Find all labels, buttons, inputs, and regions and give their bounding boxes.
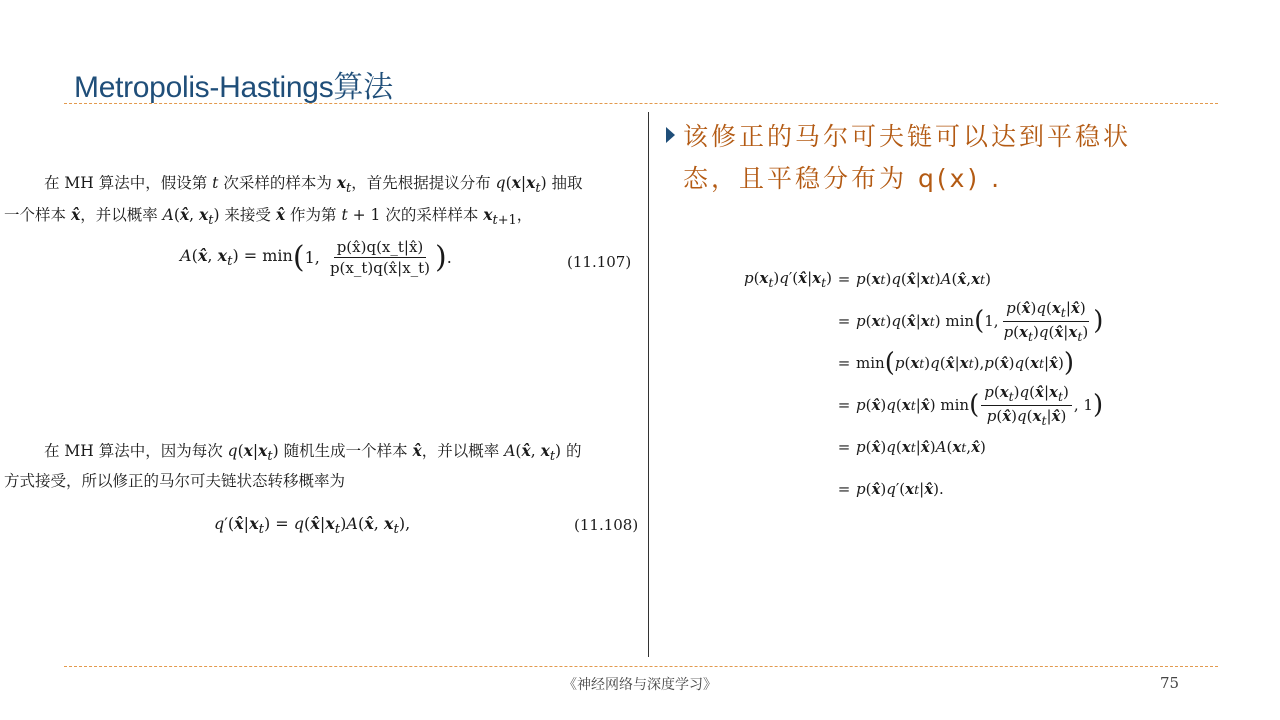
equation-number-11-108: (11.108)	[574, 516, 639, 534]
paragraph-2-line-2: 方式接受，所以修正的马尔可夫链状态转移概率为	[4, 472, 346, 490]
key-point	[666, 116, 1206, 200]
equation-11-107-numerator: p(x̂)q(x_t|x̂)	[334, 238, 427, 258]
derivation-row: = p ( x t ) q ( x̂ | x t ) min ( 1, $\frac{p(x̂)q(x_t|x̂)}{p(x_t)q(x̂|x_t)}$ )	[837, 298, 1104, 344]
slide-title: Metropolis-Hastings算法	[74, 71, 393, 104]
derivation-row: = p ( x̂ ) q ′( x t | x̂ ).	[837, 480, 944, 498]
footer-divider	[64, 666, 1218, 667]
paragraph-2-line-1: 在 MH 算法中，因为每次 $q(x|x_t)$ 随机生成一个样本 x̂，并以概率 A(x̂, $x_t$) 的	[44, 441, 582, 465]
equation-11-107-denominator: p(x_t)q(x̂|x_t)	[329, 259, 431, 277]
derivation-row: = p ( x̂ ) q ( x t | x̂ ) min ( $\frac{p(x_t)q(x̂|x_t)}{p(x̂)q(x_t|x̂)}$ , 1 )	[837, 382, 1104, 428]
derivation-row: = min ( p ( x t ) q ( x̂ | x t ), p ( x̂ ) q ( x t | x̂ ) )	[837, 348, 1075, 378]
equation-number-11-107: (11.107)	[567, 253, 632, 271]
key-point-line-1: 该修正的马尔可夫链可以达到平稳状	[683, 122, 1132, 151]
page-number: 75	[1160, 674, 1180, 692]
equation-11-107: A(x̂, $x_t) = \min$ ( 1, $\frac{p(x̂)q(x\_t|x̂)}{p(x\_t)q(x̂|x\_t)}$ ) .	[180, 238, 452, 277]
key-point-line-2: 态，且平稳分布为 q(x) .	[683, 164, 1003, 193]
header-divider	[64, 103, 1218, 104]
derivation-row: = p ( x̂ ) q ( x t | x̂ ) A ( x t , x̂ )	[837, 438, 986, 456]
paragraph-1-line-2: 一个样本 x̂，并以概率 A(x̂, $x_t$) 来接受 x̂ 作为第 t + 1 次的采样样本 $x_{t+1}$，	[4, 205, 533, 229]
bullet-triangle-icon	[666, 127, 675, 143]
derivation-row: $p(x_t)q'(x̂|x_t)$ = p ( x t ) q ( x̂ | x t ) A ( x̂ , x t )	[743, 268, 991, 290]
stationary-derivation	[736, 258, 1103, 510]
paragraph-1-line-1: 在 MH 算法中，假设第 t 次采样的样本为 $x_t$，首先根据提议分布 $q(x|x_t)$ 抽取	[44, 173, 583, 197]
column-divider	[648, 112, 649, 657]
equation-11-108: $q'(x̂|x_t)$ = $q(x̂|x_t)A(x̂$, $x_t$),	[214, 514, 411, 538]
footer-book-title: 《神经网络与深度学习》	[563, 677, 717, 693]
